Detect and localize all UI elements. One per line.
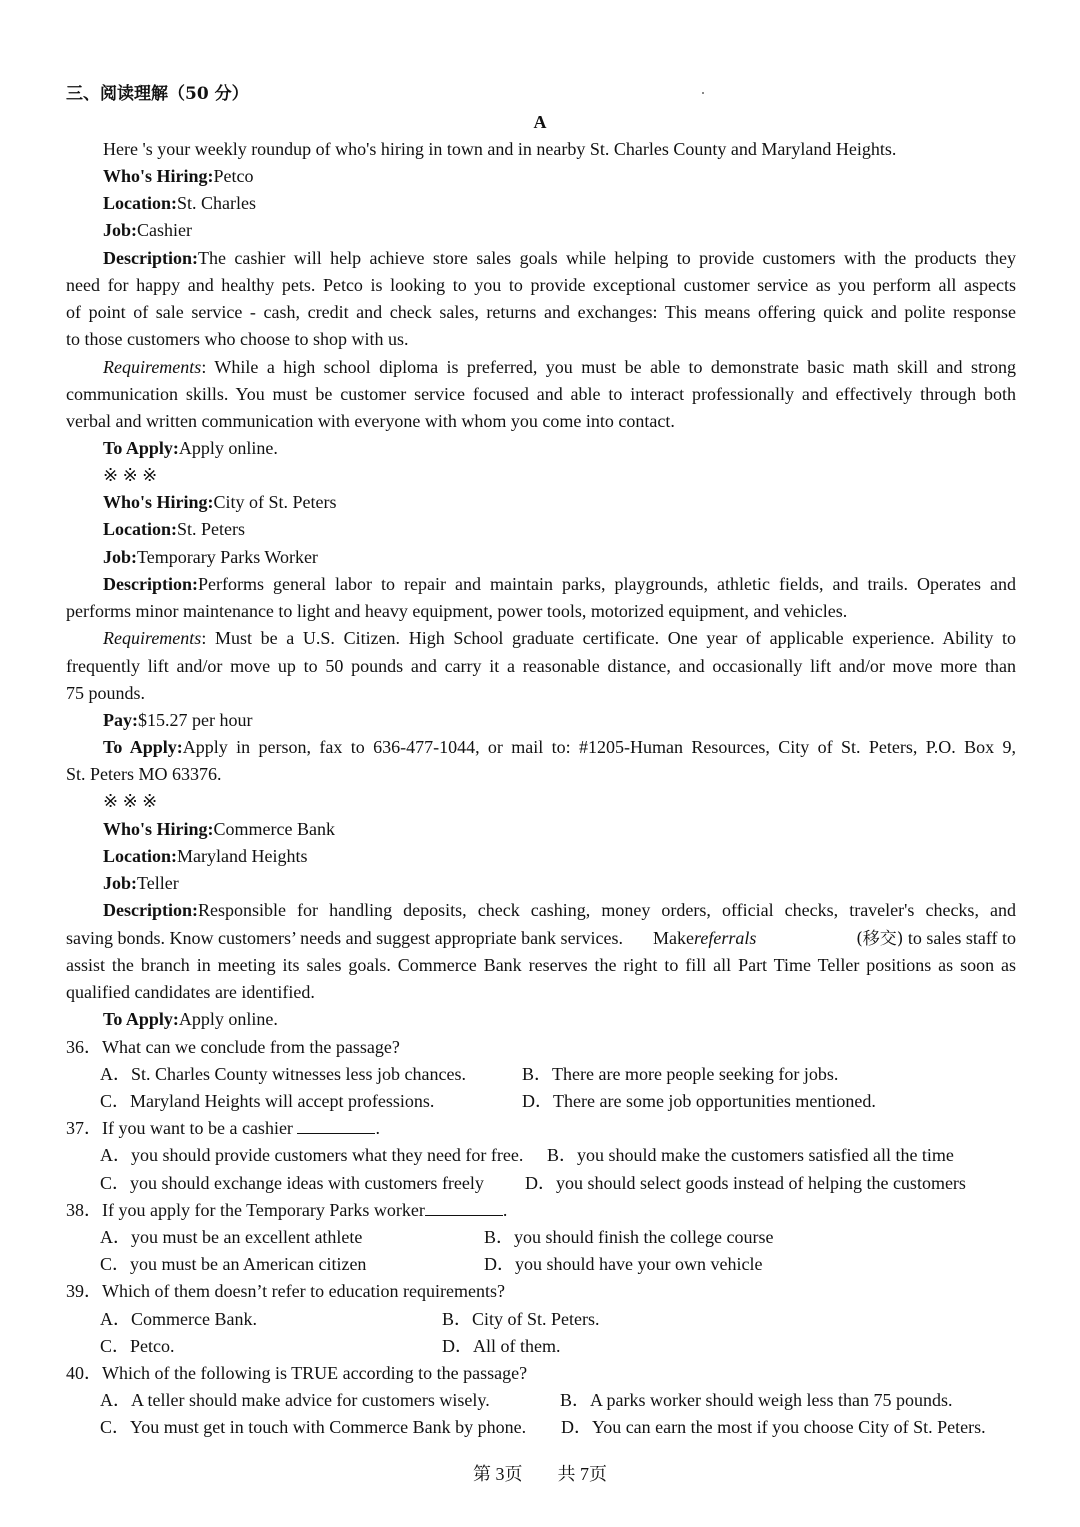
- q39-option-a[interactable]: A．Commerce Bank.: [100, 1309, 257, 1329]
- job1-apply: Apply online.: [178, 438, 278, 458]
- apply-label: To Apply:: [103, 737, 183, 757]
- separator: ※ ※ ※: [103, 791, 158, 811]
- answer-blank: [425, 1200, 503, 1216]
- q37-option-d[interactable]: D．you should select goods instead of helping the customers: [525, 1173, 966, 1193]
- job1-desc-line3: of point of sale service - cash, credit and check sales, returns and exchanges: This means offering quick and polite response: [66, 302, 1016, 322]
- job3-desc-line3: assist the branch in meeting its sales goals. Commerce Bank reserves the right to fill all Part Time Teller positions as soon as: [66, 955, 1016, 975]
- page-footer: [0, 1461, 1080, 1488]
- job3-desc-text2a: saving bonds. Know customers’ needs and suggest appropriate bank services.: [66, 928, 624, 948]
- job3-location: Maryland Heights: [177, 846, 308, 866]
- job2-who: City of St. Peters: [213, 492, 337, 512]
- location-label: Location:: [103, 519, 177, 539]
- job1-location: St. Charles: [177, 193, 256, 213]
- job3-desc-line4: qualified candidates are identified.: [66, 982, 315, 1002]
- who-label: Who's Hiring:: [103, 492, 214, 512]
- q39-option-b[interactable]: B．City of St. Peters.: [442, 1309, 600, 1329]
- job-label: Job:: [103, 547, 138, 567]
- location-label: Location:: [103, 846, 177, 866]
- q37-option-a[interactable]: A．you should provide customers what they need for free.: [100, 1145, 524, 1165]
- job-label: Job:: [103, 220, 138, 240]
- job3-apply: Apply online.: [178, 1009, 278, 1029]
- job3-referrals: referrals: [694, 928, 757, 948]
- requirements-label: Requirements: [103, 628, 202, 648]
- job3-job-line: [103, 870, 1016, 897]
- job1-req-line3: verbal and written communication with everyone with whom you come into contact.: [66, 411, 675, 431]
- q37-stem: 37．If you want to be a cashier: [66, 1118, 293, 1138]
- section-heading: 三、阅读理解（50 分）: [66, 84, 249, 104]
- job1-who-line: [103, 163, 1016, 190]
- page-total: 共 7页: [557, 1464, 607, 1484]
- job1-req-text1: : While a high school diploma is preferred, you must be able to demonstrate basic math skill and strong: [201, 357, 1016, 377]
- q37-stem-line: 37．If you want to be a cashier .: [66, 1118, 380, 1138]
- location-label: Location:: [103, 193, 177, 213]
- q38-option-d[interactable]: D．you should have your own vehicle: [484, 1254, 763, 1274]
- q36-option-b[interactable]: B．There are more people seeking for jobs.: [522, 1064, 839, 1084]
- job2-who-line: [103, 489, 1016, 516]
- description-label: Description:: [103, 248, 198, 268]
- job3-location-line: [103, 843, 1016, 870]
- job1-desc-line2: need for happy and healthy pets. Petco is looking to you to provide exceptional customer service as you perform all aspects: [66, 275, 1016, 295]
- q37-option-c[interactable]: C．you should exchange ideas with customers freely: [100, 1173, 484, 1193]
- job1-desc-line4: to those customers who choose to shop with us.: [66, 329, 409, 349]
- q39-option-c[interactable]: C．Petco.: [100, 1336, 175, 1356]
- apply-label: To Apply:: [103, 1009, 179, 1029]
- q36-stem: 36．What can we conclude from the passage?: [66, 1037, 400, 1057]
- q40-option-c[interactable]: C．You must get in touch with Commerce Bank by phone.: [100, 1417, 527, 1437]
- who-label: Who's Hiring:: [103, 819, 214, 839]
- q38-stem: 38．If you apply for the Temporary Parks worker: [66, 1200, 425, 1220]
- q37-option-b[interactable]: B．you should make the customers satisfied all the time: [547, 1145, 954, 1165]
- job2-req-line2: frequently lift and/or move up to 50 pounds and carry it a reasonable distance, and occasionally lift and/or move more than: [66, 656, 1016, 676]
- page-number: 第 3页: [473, 1464, 523, 1484]
- requirements-label: Requirements: [103, 357, 202, 377]
- job2-apply-text1: Apply in person, fax to 636-477-1044, or mail to: #1205-Human Resources, City of St. Peters, P.O. Box 9,: [182, 737, 1016, 757]
- passage-letter: A: [533, 112, 547, 132]
- q38-option-a[interactable]: A．you must be an excellent athlete: [100, 1227, 363, 1247]
- job1-location-line: [103, 190, 1016, 217]
- job3-cn-gloss: (移交): [856, 929, 904, 949]
- job1-req-line1: [103, 354, 1016, 381]
- job-label: Job:: [103, 873, 138, 893]
- q39-stem: 39．Which of them doesn’t refer to education requirements?: [66, 1281, 506, 1301]
- job3-job: Teller: [137, 873, 179, 893]
- intro-paragraph: Here 's your weekly roundup of who's hiring in town and in nearby St. Charles County and Maryland Heights.: [103, 139, 897, 159]
- job3-desc-line2: [66, 925, 1016, 952]
- q38-option-c[interactable]: C．you must be an American citizen: [100, 1254, 367, 1274]
- job2-req-text1: : Must be a U.S. Citizen. High School graduate certificate. One year of applicable experience. Ability to: [201, 628, 1016, 648]
- q40-stem: 40．Which of the following is TRUE according to the passage?: [66, 1363, 528, 1383]
- who-label: Who's Hiring:: [103, 166, 214, 186]
- job2-desc-line2: performs minor maintenance to light and heavy equipment, power tools, motorized equipment, and vehicles.: [66, 601, 848, 621]
- job1-apply-line: [103, 435, 1016, 462]
- description-label: Description:: [103, 574, 198, 594]
- job2-desc-text1: Performs general labor to repair and maintain parks, playgrounds, athletic fields, and trails. Operates and: [197, 574, 1016, 594]
- job2-job-line: [103, 544, 1016, 571]
- job1-job-line: [103, 217, 1016, 244]
- job3-who: Commerce Bank: [213, 819, 335, 839]
- job1-job: Cashier: [137, 220, 192, 240]
- job2-location: St. Peters: [177, 519, 246, 539]
- description-label: Description:: [103, 900, 198, 920]
- job2-req-line3: 75 pounds.: [66, 683, 146, 703]
- job2-pay-line: [103, 707, 1016, 734]
- q40-option-d[interactable]: D．You can earn the most if you choose City of St. Peters.: [561, 1417, 986, 1437]
- job2-req-line1: [103, 625, 1016, 652]
- job3-who-line: [103, 816, 1016, 843]
- pay-label: Pay:: [103, 710, 138, 730]
- job3-desc-text1: Responsible for handling deposits, check cashing, money orders, official checks, traveler's checks, and: [197, 900, 1016, 920]
- job2-job: Temporary Parks Worker: [137, 547, 318, 567]
- q40-option-a[interactable]: A．A teller should make advice for customers wisely.: [100, 1390, 490, 1410]
- q39-option-d[interactable]: D．All of them.: [442, 1336, 561, 1356]
- job2-desc-line1: [103, 571, 1016, 598]
- apply-label: To Apply:: [103, 438, 179, 458]
- job3-desc-text2b: to sales staff to: [907, 928, 1016, 948]
- q36-option-d[interactable]: D．There are some job opportunities mentioned.: [522, 1091, 876, 1111]
- job1-desc-line1: [103, 245, 1016, 272]
- job2-location-line: [103, 516, 1016, 543]
- q38-stem-line: 38．If you apply for the Temporary Parks worker .: [66, 1200, 508, 1220]
- job1-req-line2: communication skills. You must be customer service focused and able to interact professionally and effectively through both: [66, 384, 1016, 404]
- answer-blank: [297, 1118, 375, 1134]
- q38-option-b[interactable]: B．you should finish the college course: [484, 1227, 774, 1247]
- q36-option-c[interactable]: C．Maryland Heights will accept professions.: [100, 1091, 435, 1111]
- job2-apply-line1: [103, 734, 1016, 761]
- job3-make: Make: [653, 928, 695, 948]
- separator: ※ ※ ※: [103, 465, 158, 485]
- job3-apply-line: [103, 1006, 1016, 1033]
- q36-option-a[interactable]: A．St. Charles County witnesses less job chances.: [100, 1064, 466, 1084]
- job1-desc-text1: The cashier will help achieve store sales goals while helping to provide customers with the products they: [197, 248, 1016, 268]
- q40-option-b[interactable]: B．A parks worker should weigh less than 75 pounds.: [560, 1390, 953, 1410]
- job2-pay: $15.27 per hour: [138, 710, 253, 730]
- job1-who: Petco: [213, 166, 254, 186]
- job2-apply-line2: St. Peters MO 63376.: [66, 764, 222, 784]
- job3-desc-line1: [103, 897, 1016, 924]
